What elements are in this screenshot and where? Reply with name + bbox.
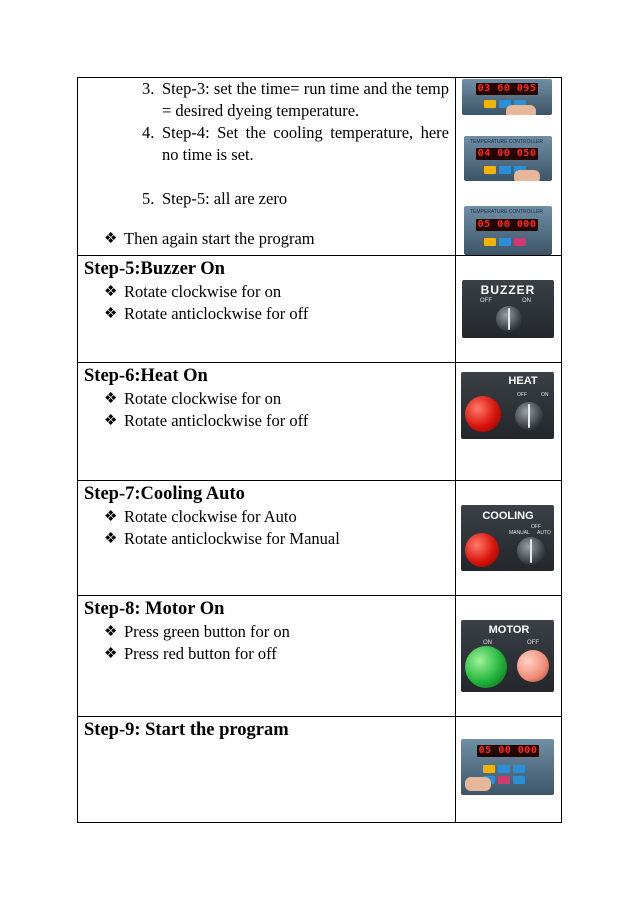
off-label: OFF (527, 640, 539, 646)
bullet-list (78, 506, 455, 550)
red-indicator-lamp-icon (465, 396, 501, 432)
key-icon (484, 238, 496, 246)
off-label: OFF (480, 298, 492, 304)
controller-keypad (484, 238, 526, 246)
image-cell (456, 363, 562, 481)
finger-icon (506, 105, 536, 115)
steps-table (77, 77, 562, 823)
panel-label: MOTOR (488, 624, 530, 636)
list-item (78, 528, 455, 550)
step-heading: Step-9: Start the program (84, 720, 289, 740)
key-icon (498, 776, 510, 784)
bullet-text: Press green button for on (124, 622, 290, 641)
bullet-text: Rotate anticlockwise for off (124, 411, 309, 430)
bullet-text: Then again start the program (124, 229, 315, 248)
list-item (78, 228, 455, 250)
temperature-controller-photo (461, 739, 554, 795)
table-row (78, 481, 562, 596)
image-cell (456, 78, 562, 256)
controller-title: TEMPERATURE CONTROLLER (470, 139, 543, 145)
key-icon (484, 100, 496, 108)
bullet-list (78, 388, 455, 432)
off-label: OFF (531, 524, 541, 530)
bullet-list (78, 281, 455, 325)
bullet-text: Rotate clockwise for on (124, 282, 282, 301)
rotary-knob-icon (515, 402, 543, 430)
list-item (78, 303, 455, 325)
key-icon (498, 765, 510, 773)
controller-display: 04 00 050 (477, 148, 537, 159)
text-cell (78, 717, 456, 823)
manual-label: MANUAL (509, 530, 530, 536)
cooling-switch-photo (461, 505, 554, 571)
table-row (78, 717, 562, 823)
step-heading: Step-5:Buzzer On (84, 259, 225, 279)
motor-switch-photo (461, 620, 554, 692)
temperature-controller-photo (464, 136, 552, 181)
step-heading: Step-8: Motor On (84, 599, 225, 619)
list-item (78, 78, 455, 122)
controller-display: 05 00 000 (478, 745, 538, 756)
panel-label: BUZZER (480, 283, 536, 297)
key-icon (513, 765, 525, 773)
list-text: Step-4: Set the cooling temperature, here no time is set. (162, 123, 449, 164)
bullet-diamond-icon: ❖ (104, 231, 118, 247)
table-row (78, 363, 562, 481)
list-number: 3. (142, 79, 155, 98)
image-cell (456, 717, 562, 823)
list-text: Step-3: set the time= run time and the temp = desired dyeing temperature. (162, 79, 449, 120)
step-heading: Step-6:Heat On (84, 366, 208, 386)
list-item (78, 188, 455, 210)
list-item (78, 122, 455, 166)
text-cell (78, 481, 456, 596)
bullet-text: Rotate anticlockwise for off (124, 304, 309, 323)
off-label: OFF (517, 392, 527, 398)
finger-icon (514, 170, 540, 181)
list-item (78, 621, 455, 643)
text-cell (78, 256, 456, 363)
list-item (78, 410, 455, 432)
image-cell (456, 481, 562, 596)
red-button-icon (517, 650, 549, 682)
image-cell (456, 256, 562, 363)
bullet-diamond-icon: ❖ (104, 646, 118, 662)
temperature-controller-photo (464, 206, 552, 255)
bullet-text: Rotate clockwise for on (124, 389, 282, 408)
key-icon (514, 238, 526, 246)
list-number: 4. (142, 123, 155, 142)
bullet-diamond-icon: ❖ (104, 413, 118, 429)
controller-display: 03 60 095 (477, 83, 537, 94)
bullet-diamond-icon: ❖ (104, 509, 118, 525)
bullet-list (78, 621, 455, 665)
list-item (78, 388, 455, 410)
bullet-text: Rotate clockwise for Auto (124, 507, 297, 526)
text-cell (78, 596, 456, 717)
buzzer-switch-photo (462, 280, 554, 338)
table-row (78, 256, 562, 363)
key-icon (499, 166, 511, 174)
on-label: ON (541, 392, 549, 398)
rotary-knob-icon (496, 306, 522, 332)
red-indicator-lamp-icon (465, 533, 499, 567)
panel-label: HEAT (508, 375, 538, 387)
green-button-icon (465, 646, 507, 688)
bullet-diamond-icon: ❖ (104, 391, 118, 407)
step-heading: Step-7:Cooling Auto (84, 484, 245, 504)
on-label: ON (483, 640, 492, 646)
text-cell (78, 78, 456, 256)
key-icon (484, 166, 496, 174)
bullet-list (78, 228, 455, 250)
heat-switch-photo (461, 372, 554, 439)
list-item (78, 506, 455, 528)
finger-icon (465, 777, 491, 791)
key-icon (513, 776, 525, 784)
bullet-text: Press red button for off (124, 644, 277, 663)
bullet-diamond-icon: ❖ (104, 284, 118, 300)
panel-label: COOLING (482, 510, 534, 522)
text-cell (78, 363, 456, 481)
bullet-diamond-icon: ❖ (104, 624, 118, 640)
temperature-controller-photo (462, 79, 552, 115)
bullet-diamond-icon: ❖ (104, 531, 118, 547)
image-cell (456, 596, 562, 717)
list-text: Step-5: all are zero (162, 189, 288, 208)
list-item (78, 281, 455, 303)
bullet-diamond-icon: ❖ (104, 306, 118, 322)
table-row (78, 78, 562, 256)
list-item (78, 643, 455, 665)
key-icon (483, 765, 495, 773)
controller-display: 05 00 000 (477, 219, 537, 230)
on-label: ON (522, 298, 531, 304)
table-row (78, 596, 562, 717)
controller-title: TEMPERATURE CONTROLLER (470, 209, 543, 215)
list-number: 5. (142, 189, 155, 208)
bullet-text: Rotate anticlockwise for Manual (124, 529, 340, 548)
numbered-step-list (78, 78, 455, 210)
auto-label: AUTO (537, 530, 551, 536)
key-icon (499, 238, 511, 246)
rotary-knob-icon (517, 537, 545, 565)
